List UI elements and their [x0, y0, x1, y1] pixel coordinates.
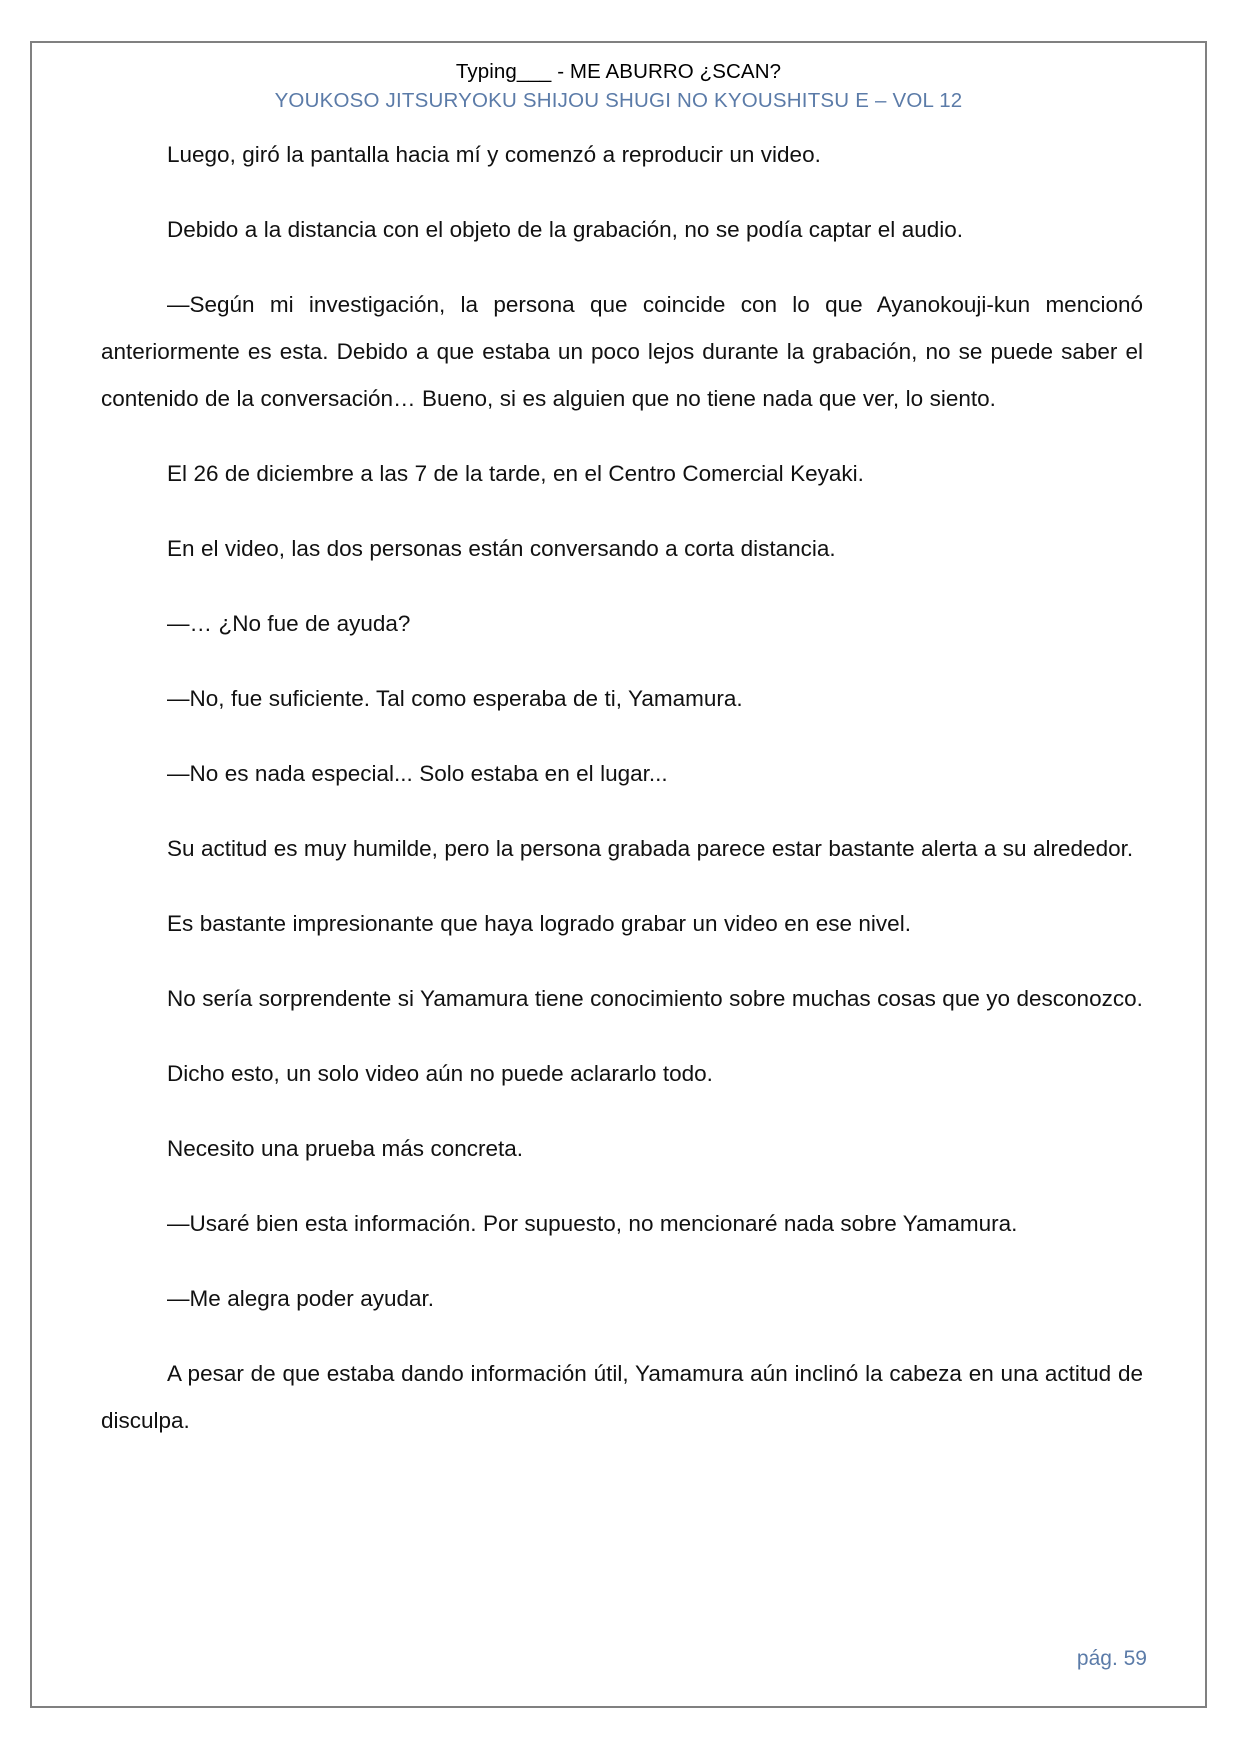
- page-frame: [30, 41, 1207, 1708]
- body-paragraph: No sería sorprendente si Yamamura tiene conocimiento sobre muchas cosas que yo desconozco.: [167, 986, 1143, 1011]
- body-paragraph: —Usaré bien esta información. Por supuesto, no mencionaré nada sobre Yamamura.: [167, 1211, 1018, 1236]
- header-series-title: YOUKOSO JITSURYOKU SHIJOU SHUGI NO KYOUSHITSU E – VOL 12: [274, 89, 963, 112]
- body-paragraph: Su actitud es muy humilde, pero la persona grabada parece estar bastante alerta a su alrededor.: [167, 836, 1134, 861]
- body-paragraph: —Me alegra poder ayudar.: [167, 1286, 435, 1311]
- body-paragraph: A pesar de que estaba dando información útil, Yamamura aún inclinó la cabeza en una actitud de disculpa.: [101, 1361, 1143, 1433]
- body-paragraph: Es bastante impresionante que haya logrado grabar un video en ese nivel.: [167, 911, 911, 936]
- page-number: pág. 59: [1076, 1647, 1147, 1670]
- body-paragraph: Luego, giró la pantalla hacia mí y comenzó a reproducir un video.: [167, 142, 821, 167]
- header-scanlation-credit: Typing___ - ME ABURRO ¿SCAN?: [455, 60, 782, 83]
- body-paragraph: En el video, las dos personas están conversando a corta distancia.: [167, 536, 836, 561]
- body-paragraph: —… ¿No fue de ayuda?: [167, 611, 411, 636]
- body-paragraph: Dicho esto, un solo video aún no puede aclararlo todo.: [167, 1061, 713, 1086]
- document-footer: [1077, 1646, 1147, 1672]
- page-content: [32, 43, 1205, 1706]
- body-paragraph: Debido a la distancia con el objeto de la grabación, no se podía captar el audio.: [167, 217, 964, 242]
- body-paragraph: —Según mi investigación, la persona que coincide con lo que Ayanokouji-kun mencionó anteriormente es esta. Debido a que estaba un poco lejos durante la grabación, no se puede saber el contenido de la conversación… Bueno, si es alguien que no tiene nada que ver, lo siento.: [101, 292, 1143, 411]
- document-body: [101, 131, 1143, 1444]
- body-paragraph: Necesito una prueba más concreta.: [167, 1136, 523, 1161]
- body-paragraph: El 26 de diciembre a las 7 de la tarde, en el Centro Comercial Keyaki.: [167, 461, 864, 486]
- document-header: [32, 59, 1205, 115]
- body-paragraph: —No, fue suficiente. Tal como esperaba de ti, Yamamura.: [167, 686, 743, 711]
- body-paragraph: —No es nada especial... Solo estaba en el lugar...: [167, 761, 668, 786]
